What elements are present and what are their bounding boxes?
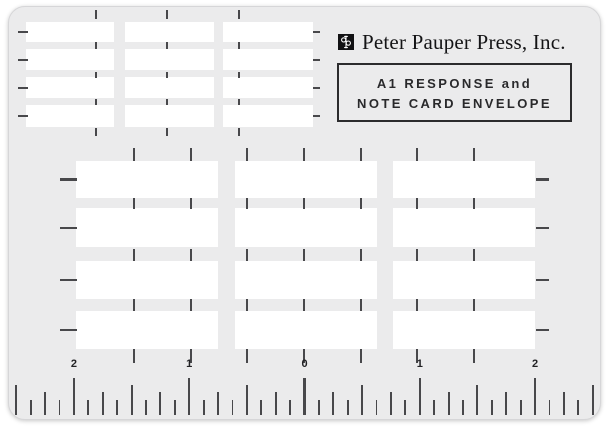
alignment-tick (166, 42, 168, 49)
ruler-tick (505, 392, 507, 415)
ruler-tick (433, 400, 435, 415)
alignment-tick (473, 299, 475, 311)
edge-dash (536, 227, 549, 229)
alignment-tick (133, 299, 135, 311)
alignment-tick (303, 249, 305, 262)
alignment-tick (360, 148, 362, 161)
ruler-tick (303, 378, 305, 416)
ruler-tick (404, 400, 406, 415)
ruler-tick (563, 392, 565, 415)
alignment-tick (238, 72, 240, 78)
edge-dash (536, 178, 549, 180)
alignment-tick (95, 128, 97, 136)
edge-dash (18, 115, 28, 117)
ruler-tick (347, 400, 349, 415)
envelope-slot (235, 161, 377, 198)
edge-dash (60, 227, 77, 229)
ruler-tick (390, 392, 392, 415)
alignment-tick (95, 99, 97, 105)
edge-dash (18, 59, 28, 61)
brand (338, 31, 566, 53)
ruler-label: 1 (416, 358, 423, 370)
ppp-colophon-icon (338, 34, 354, 50)
ruler-tick (534, 378, 536, 416)
edge-dash (536, 279, 549, 281)
alignment-tick (246, 198, 248, 209)
edge-dash (18, 31, 28, 33)
ruler-label: 2 (70, 358, 77, 370)
alignment-tick (190, 148, 192, 161)
alignment-tick (238, 99, 240, 105)
ruler-tick (549, 400, 551, 415)
envelope-slot (76, 161, 218, 198)
ruler-label: 0 (301, 358, 308, 370)
alignment-tick (303, 198, 305, 209)
edge-dash (60, 178, 77, 180)
ruler-tick (188, 378, 190, 416)
envelope-slot (235, 208, 377, 247)
ruler-label: 2 (531, 358, 539, 370)
ruler-tick (217, 392, 219, 415)
ruler-tick (145, 400, 147, 415)
card-slot (223, 77, 313, 98)
ruler-tick (376, 400, 378, 415)
card-slot (26, 22, 114, 42)
ruler-tick (73, 378, 75, 416)
envelope-slot (76, 261, 218, 299)
edge-dash (313, 115, 320, 117)
envelope-slot (76, 208, 218, 247)
ruler-tick (174, 400, 176, 415)
edge-dash (313, 59, 320, 61)
envelope-slot (393, 311, 535, 349)
ruler-tick (30, 400, 32, 415)
alignment-tick (246, 349, 248, 363)
ruler-tick (159, 392, 161, 415)
alignment-tick (95, 10, 97, 19)
alignment-tick (166, 10, 168, 19)
ruler-tick (87, 400, 89, 415)
ruler-tick (289, 400, 291, 415)
envelope-slot (393, 161, 535, 198)
ruler-tick (592, 385, 594, 416)
card-slot (125, 49, 214, 70)
alignment-tick (166, 128, 168, 136)
ruler-tick (520, 400, 522, 415)
alignment-tick (473, 349, 475, 363)
card-slot (125, 105, 214, 127)
alignment-tick (360, 299, 362, 311)
edge-dash (313, 87, 320, 89)
card-slot (26, 105, 114, 127)
card-slot (223, 49, 313, 70)
alignment-tick (133, 148, 135, 161)
ruler-tick (232, 400, 234, 415)
ruler-tick (448, 392, 450, 415)
ruler-tick (260, 400, 262, 415)
template-sheet (8, 6, 601, 420)
ruler-tick (476, 385, 478, 416)
envelope-slot (393, 208, 535, 247)
alignment-tick (473, 148, 475, 161)
title-line-2: NOTE CARD ENVELOPE (357, 96, 552, 111)
ruler-tick (246, 385, 248, 416)
envelope-slot (235, 261, 377, 299)
ruler-tick (15, 385, 17, 416)
ruler-tick (59, 400, 61, 415)
alignment-tick (190, 198, 192, 209)
alignment-tick (190, 249, 192, 262)
edge-dash (536, 329, 549, 331)
alignment-tick (190, 299, 192, 311)
card-slot (223, 105, 313, 127)
alignment-tick (360, 349, 362, 363)
alignment-tick (238, 10, 240, 19)
alignment-tick (166, 99, 168, 105)
ruler-tick (102, 392, 104, 415)
alignment-tick (166, 72, 168, 78)
alignment-tick (416, 148, 418, 161)
alignment-tick (473, 198, 475, 209)
envelope-slot (76, 311, 218, 349)
alignment-tick (303, 299, 305, 311)
alignment-tick (416, 198, 418, 209)
ruler-tick (203, 400, 205, 415)
alignment-tick (360, 249, 362, 262)
ruler-tick (361, 385, 363, 416)
ruler-tick (275, 392, 277, 415)
edge-dash (60, 329, 77, 331)
ruler-label: 1 (186, 358, 193, 370)
alignment-tick (95, 72, 97, 78)
ruler-tick (332, 392, 334, 415)
envelope-slot (393, 261, 535, 299)
card-slot (26, 77, 114, 98)
ruler-tick (116, 400, 118, 415)
ruler-tick (491, 400, 493, 415)
edge-dash (60, 279, 77, 281)
alignment-tick (416, 299, 418, 311)
alignment-tick (246, 249, 248, 262)
card-slot (125, 22, 214, 42)
ruler-tick (44, 392, 46, 415)
edge-dash (313, 31, 320, 33)
alignment-tick (416, 249, 418, 262)
title-line-1: A1 RESPONSE and (376, 76, 533, 91)
alignment-tick (133, 198, 135, 209)
title-box (337, 63, 572, 122)
ruler-tick (462, 400, 464, 415)
alignment-tick (238, 42, 240, 49)
brand-name: Peter Pauper Press, Inc. (362, 29, 566, 54)
card-slot (223, 22, 313, 42)
alignment-tick (246, 299, 248, 311)
card-slot (26, 49, 114, 70)
ruler-tick (131, 385, 133, 416)
edge-dash (18, 87, 28, 89)
alignment-tick (303, 148, 305, 161)
ruler-tick (318, 400, 320, 415)
alignment-tick (246, 148, 248, 161)
alignment-tick (95, 42, 97, 49)
alignment-tick (238, 128, 240, 136)
alignment-tick (133, 349, 135, 363)
alignment-tick (360, 198, 362, 209)
ruler-tick (419, 378, 421, 416)
alignment-tick (133, 249, 135, 262)
card-slot (125, 77, 214, 98)
ruler-tick (577, 400, 579, 415)
alignment-tick (473, 249, 475, 262)
envelope-slot (235, 311, 377, 349)
